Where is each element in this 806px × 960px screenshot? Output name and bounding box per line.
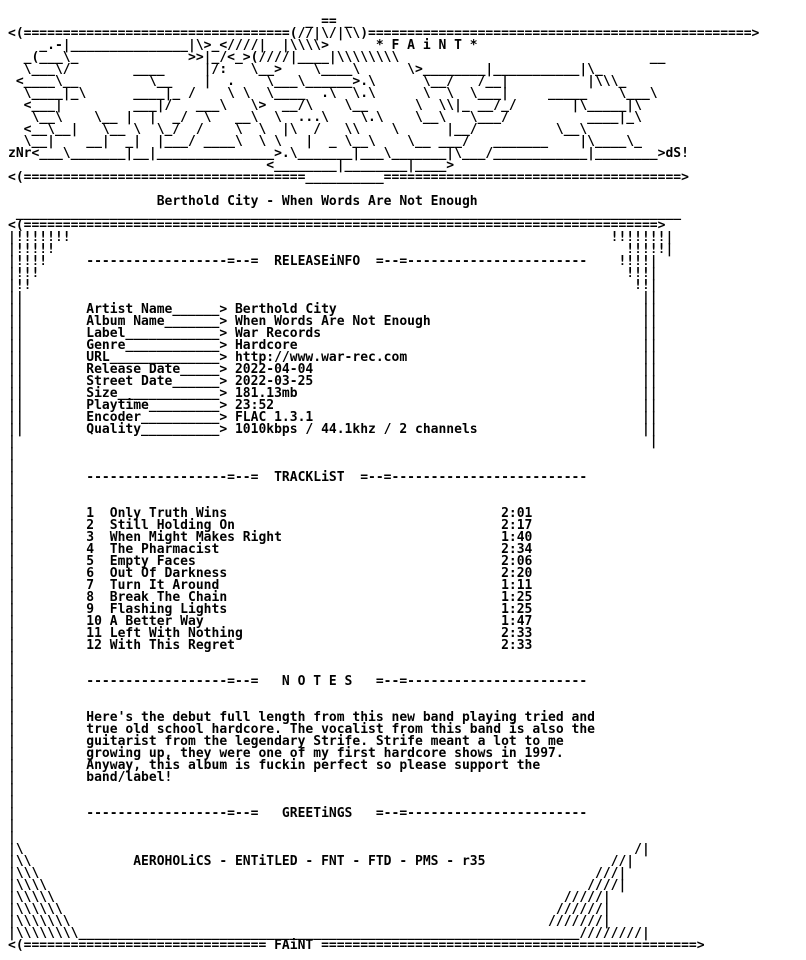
nfo-line: || Size_____________> 181.13mb || [8,386,658,401]
nfo-line: |!!! !!!| [8,266,658,281]
nfo-line: | 2 Still Holding On 2:17 [8,518,658,533]
nfo-line: |!! !!| [8,278,658,293]
nfo-line: | guitarist from the legendary Strife. Strife meant a lot to me [8,734,658,749]
nfo-line: | ------------------=--= N O T E S =--=----------------------- [8,674,658,689]
nfo-line: <(==================================(//|\/|\\)=================================================> [8,26,760,41]
nfo-line: | 8 Break The Chain 1:25 [8,590,658,605]
nfo-line: | [8,830,658,845]
nfo-line: | ------------------=--= TRACKLiST =--=------------------------- [8,470,666,485]
nfo-line: | 12 With This Regret 2:33 [8,638,658,653]
nfo-line: Berthold City - When Words Are Not Enough [8,194,478,209]
nfo-line: || Artist Name______> Berthold City || [8,302,658,317]
nfo-line: |\\\\\\ //////| [8,902,611,917]
nfo-line: <(=============================== FAiNT ================================================> [8,938,705,953]
nfo-line: zNr<___\_______|__|_______________>.\_______|___\_______|\___/____________|________>dS! [8,146,689,161]
nfo-line: || Encoder__________> FLAC 1.3.1 || [8,410,658,425]
nfo-line: | 7 Turn It Around 1:11 [8,578,658,593]
nfo-line: |!!!!!!! !!!!!!!| [8,230,674,245]
nfo-line: <(====================================__________======================================> [8,170,689,185]
nfo-line: | 6 Out Of Darkness 2:20 [8,566,658,581]
nfo-line: || Quality__________> 1010kbps / 44.1khz / 2 channels || [8,422,658,437]
nfo-line: | [8,650,658,665]
nfo-line: | 10 A Better Way 1:47 [8,614,658,629]
nfo-line: | ------------------=--= GREETiNGS =--=----------------------- [8,806,658,821]
nfo-line: |\\\\\\\\________________________________________________________________////////| [8,926,650,941]
nfo-line: |\\ AEROHOLiCS - ENTiTLED - FNT - FTD - PMS - r35 //| [8,854,635,869]
nfo-line: || Playtime_________> 23:52 || [8,398,658,413]
nfo-line: | [8,686,658,701]
nfo-line: \__| __| _| |___/ ____\ \ \ | _ \__\ \__ ___/ _______ |\____\_ [8,134,658,149]
nfo-line: | 4 The Pharmacist 2:34 [8,542,658,557]
nfo-line: | 3 When Might Makes Right 1:40 [8,530,658,545]
nfo-line: <(=================================================================================> [8,218,666,233]
nfo-line: | [8,458,658,473]
nfo-line: |\\\\ ////| [8,878,627,893]
nfo-line: |\\\ ///| [8,866,627,881]
nfo-line: | [8,494,658,509]
nfo-line: | growing up, they were one of my first hardcore shows in 1997. [8,746,658,761]
nfo-line: || Release Date_____> 2022-04-04 || [8,362,658,377]
nfo-line: <____\__ \__ | . \___\______>.\ \__/ /__| |\\\_ [8,74,689,89]
nfo-line: _(___\_ >>|_/<_>(////|____|\\\\\\\\ __ [8,50,736,65]
nfo-line: | Here's the debut full length from this new band playing tried and [8,710,658,725]
nfo-line: | 5 Empty Faces 2:06 [8,554,658,569]
nfo-line: | [8,446,658,461]
nfo-line: |\\\\\ /////| [8,890,611,905]
nfo-line: \____|_\ ____|_ / \ \ \____ .\ \.\ \ \ \___| _____ \___\ [8,86,682,101]
nfo-line: <________|________|____> [8,158,752,173]
nfo-line: _____________________________________________________________________________________ [8,206,682,221]
nfo-line: |\\\\\\\ ///////| [8,914,611,929]
nfo-line: | [8,794,658,809]
nfo-line: || Street Date______> 2022-03-25 || [8,374,658,389]
nfo-line: | 1 Only Truth Wins 2:01 [8,506,658,521]
nfo-line: \___\/ ____ |/: \__> \____\ \>________|___________|\_ [8,62,682,77]
nfo-line: || URL______________> http://www.war-rec.com || [8,350,658,365]
nfo-line: || Label____________> War Records || [8,326,658,341]
nfo-line: _.-|_______________|\>_<////| |\\\\> * F A i N T * [8,38,682,53]
nfo-line: |!!!! ------------------=--= RELEASEiNFO =--=----------------------- !!!!| [8,254,658,269]
nfo-line: | | [8,434,658,449]
nfo-line: || Album Name_______> When Words Are Not Enough || [8,314,658,329]
nfo-line: | [8,482,658,497]
nfo-line: <___| ___|/ ___\ \> __/\ \__ \ \\|_ __/_/ |\_____|\ [8,98,658,113]
nfo-line: | Anyway, this album is fuckin perfect so please support the [8,758,658,773]
nfo-line: || || [8,290,658,305]
nfo-line: | band/label! [8,770,658,785]
nfo-line: | 11 Left With Nothing 2:33 [8,626,658,641]
nfo-line: <__\__| \__ \ \_/ / \ \ |\ / \\ \ |__/ \__\ [8,122,619,137]
nfo-line: | [8,818,658,833]
nfo-line: | [8,698,658,713]
nfo-line: | [8,782,658,797]
nfo-line: |\ /| [8,842,650,857]
nfo-line: |!!!!! !!!!!| [8,242,674,257]
nfo-text [8,16,806,952]
nfo-line: _ == _ [8,14,806,29]
nfo-line: | true old school hardcore. The vocalist from this band is also the [8,722,658,737]
nfo-line: | 9 Flashing Lights 1:25 [8,602,658,617]
nfo-line: || Genre____________> Hardcore || [8,338,658,353]
nfo-line: | [8,662,658,677]
nfo-line: \__\ \__ | | _/ \ __\ \ ...\ \.\ \__\ \___/ ____|_\ [8,110,658,125]
